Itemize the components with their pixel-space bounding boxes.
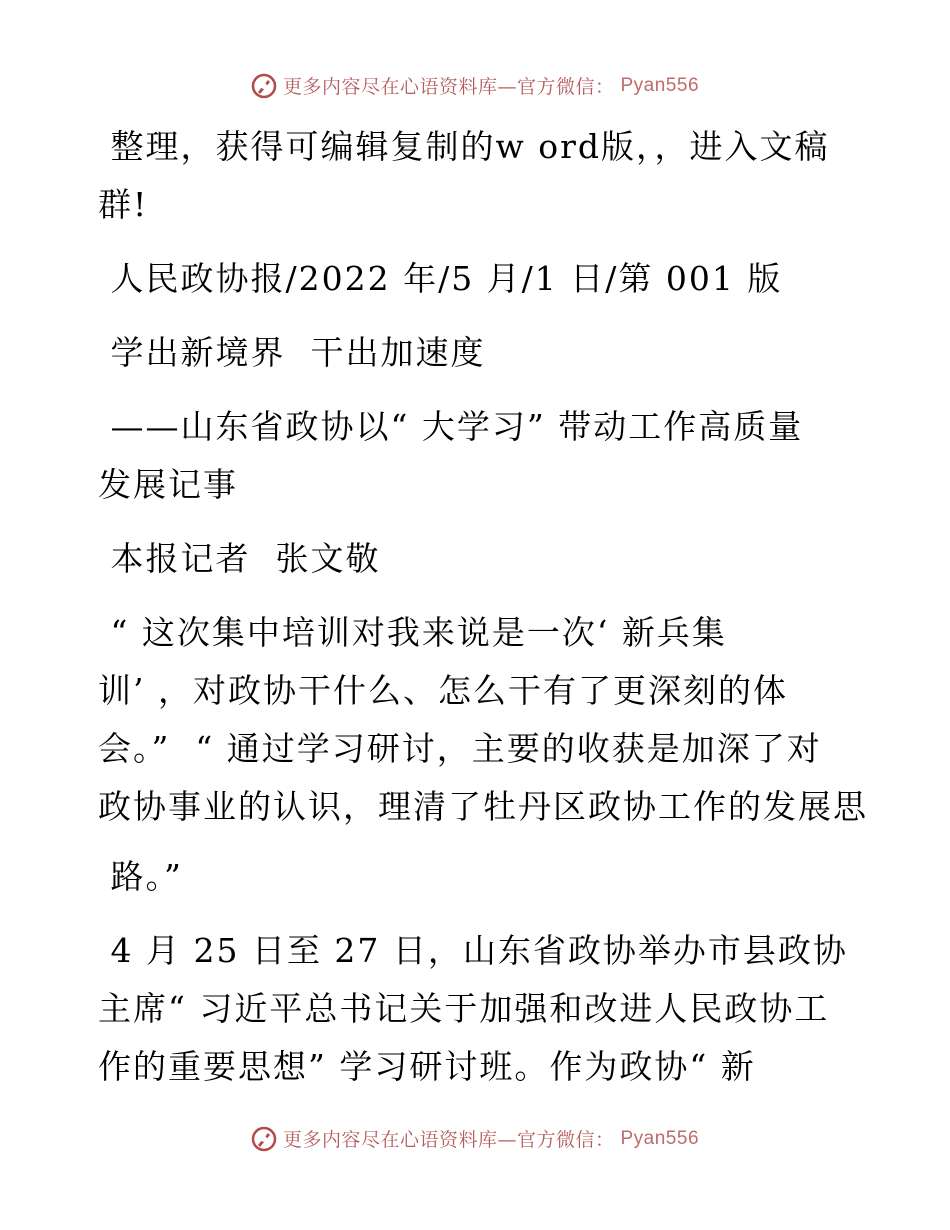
text-line: 作的重要思想” 学习研讨班。作为政协“ 新 <box>98 1047 756 1086</box>
article-title: 学出新境界 干出加速度 <box>98 333 486 372</box>
text-line: “ 这次集中培训对我来说是一次‘ 新兵集 <box>98 613 727 652</box>
text-line: 整理，获得可编辑复制的w ord版，，进入文稿 <box>98 127 830 166</box>
header-watermark <box>0 72 950 99</box>
footer-watermark <box>0 1125 950 1152</box>
watermark-wechat-id: Pyan556 <box>620 1127 700 1149</box>
article-subtitle: 发展记事 <box>98 465 238 504</box>
byline: 本报记者 张文敬 <box>98 539 381 578</box>
quill-logo-icon <box>251 73 277 99</box>
text-line: 路。” <box>98 857 183 896</box>
document-body <box>98 118 868 1096</box>
text-line: 会。” “ 通过学习研讨，主要的收获是加深了对 <box>98 729 822 768</box>
quill-logo-icon <box>251 1126 277 1152</box>
text-line: 4 月 25 日至 27 日，山东省政协举办市县政协 <box>98 931 848 970</box>
article-subtitle: ——山东省政协以“ 大学习” 带动工作高质量 <box>98 407 804 446</box>
text-line: 训’ ，对政协干什么、怎么干有了更深刻的体 <box>98 671 788 710</box>
text-line: 群! <box>98 185 149 224</box>
watermark-text: 更多内容尽在心语资料库—官方微信： <box>282 1129 615 1151</box>
watermark-wechat-id: Pyan556 <box>620 74 700 96</box>
text-line: 政协事业的认识，理清了牡丹区政协工作的发展思 <box>98 787 868 826</box>
text-line: 主席“ 习近平总书记关于加强和改进人民政协工 <box>98 989 830 1028</box>
watermark-text: 更多内容尽在心语资料库—官方微信： <box>282 76 615 98</box>
publication-info: 人民政协报/2022 年/5 月/1 日/第 001 版 <box>98 259 783 298</box>
